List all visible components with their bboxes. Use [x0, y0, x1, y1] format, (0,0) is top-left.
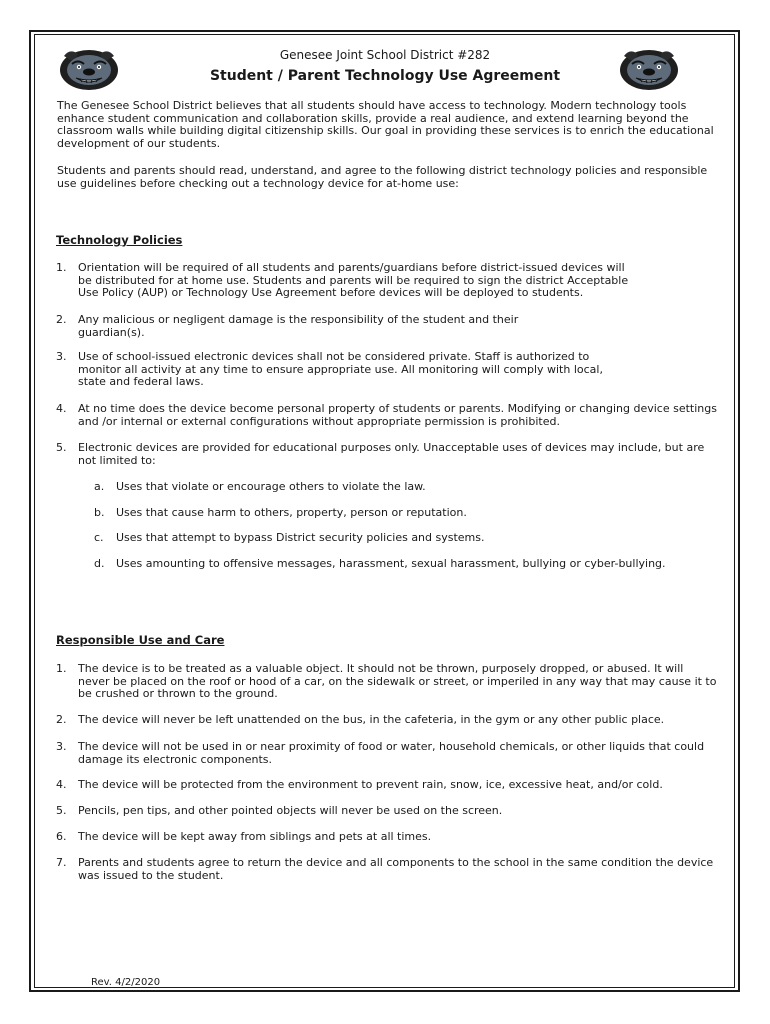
- intro-instructions-paragraph: Students and parents should read, understand, and agree to the following district technology policies and responsible use guidelines before checking out a technology device for at-home use:: [57, 164, 708, 190]
- document-title: Student / Parent Technology Use Agreement: [209, 68, 561, 84]
- policy-subitem-text: Uses that violate or encourage others to violate the law.: [116, 480, 426, 493]
- care-item-text: The device will not be used in or near proximity of food or water, household chemicals, or other liquids that could damage its electronic components.: [78, 740, 705, 766]
- policy-subitem: [94, 507, 694, 520]
- care-item: [56, 663, 718, 701]
- policy-item: [56, 403, 718, 428]
- policy-subitem-letter: b.: [94, 506, 105, 519]
- care-item-number: 7.: [56, 856, 67, 869]
- policy-item-text: Electronic devices are provided for educational purposes only. Unacceptable uses of devices may include, but are not limited to:: [78, 441, 705, 467]
- care-item-number: 5.: [56, 804, 67, 817]
- care-item-number: 1.: [56, 662, 67, 675]
- care-item: [56, 741, 718, 766]
- care-item-text: Parents and students agree to return the device and all components to the school in the same condition the device was issued to the student.: [78, 856, 714, 882]
- policy-item-text: At no time does the device become personal property of students or parents. Modifying or changing device settings and /or internal or external configurations without appropriate permission is prohibited.: [78, 402, 717, 428]
- policy-item: [56, 314, 526, 339]
- policy-subitem: [94, 532, 694, 545]
- policy-subitem-letter: c.: [94, 531, 104, 544]
- policy-item-number: 3.: [56, 350, 67, 363]
- care-item: [56, 857, 718, 882]
- care-item-number: 3.: [56, 740, 67, 753]
- policy-item-number: 5.: [56, 441, 67, 454]
- policy-item: [56, 262, 631, 300]
- policy-subitem: [94, 481, 694, 494]
- policy-subitem-letter: d.: [94, 557, 105, 570]
- policy-subitem: [94, 558, 694, 571]
- policy-subitem-text: Uses that attempt to bypass District security policies and systems.: [116, 531, 485, 544]
- policy-item-text: Use of school-issued electronic devices shall not be considered private. Staff is authorized to monitor all activity at any time to ensure appropriate use. All monitoring will comply with local, state and federal laws.: [78, 350, 603, 388]
- district-name: Genesee Joint School District #282: [279, 48, 491, 62]
- care-item-text: The device is to be treated as a valuable object. It should not be thrown, purposely dropped, or abused. It will never be placed on the roof or hood of a car, on the sidewalk or street, or imperiled in any way that may cause it to be crushed or thrown to the ground.: [78, 662, 717, 700]
- intro-paragraph: The Genesee School District believes that all students should have access to technology. Modern technology tools enhance student communication and collaboration skills, provide a real audience, and extend learning beyond the classroom walls while building digital citizenship skills. Our goal in providing these services is to enrich the educational development of our students.: [57, 99, 714, 150]
- policy-subitem-text: Uses amounting to offensive messages, harassment, sexual harassment, bullying or cyber-bullying.: [116, 557, 666, 570]
- care-item-text: The device will never be left unattended on the bus, in the cafeteria, in the gym or any other public place.: [78, 713, 665, 726]
- policy-subitem-text: Uses that cause harm to others, property, person or reputation.: [116, 506, 467, 519]
- care-item-number: 4.: [56, 778, 67, 791]
- policy-item-number: 1.: [56, 261, 67, 274]
- policy-item-number: 2.: [56, 313, 67, 326]
- policy-item: [56, 351, 614, 389]
- care-item: [56, 831, 718, 844]
- technology-policies-heading: Technology Policies: [56, 233, 183, 247]
- care-item-text: Pencils, pen tips, and other pointed objects will never be used on the screen.: [78, 804, 503, 817]
- policy-item-text: Any malicious or negligent damage is the responsibility of the student and their guardian(s).: [78, 313, 519, 339]
- policy-item-text: Orientation will be required of all students and parents/guardians before district-issued devices will be distributed for at home use. Students and parents will be required to sign the district Acceptable Use Policy (AUP) or Technology Use Agreement before devices will be deployed to students.: [78, 261, 629, 299]
- policy-item: [56, 442, 718, 467]
- policy-item-number: 4.: [56, 402, 67, 415]
- care-item: [56, 714, 718, 727]
- care-item-text: The device will be kept away from siblings and pets at all times.: [78, 830, 432, 843]
- care-item: [56, 805, 718, 818]
- care-item: [56, 779, 718, 792]
- policy-subitem-letter: a.: [94, 480, 105, 493]
- revision-date: Rev. 4/2/2020: [91, 977, 161, 988]
- care-item-number: 2.: [56, 713, 67, 726]
- care-item-text: The device will be protected from the environment to prevent rain, snow, ice, excessive heat, and/or cold.: [78, 778, 663, 791]
- responsible-use-heading: Responsible Use and Care: [56, 633, 225, 647]
- care-item-number: 6.: [56, 830, 67, 843]
